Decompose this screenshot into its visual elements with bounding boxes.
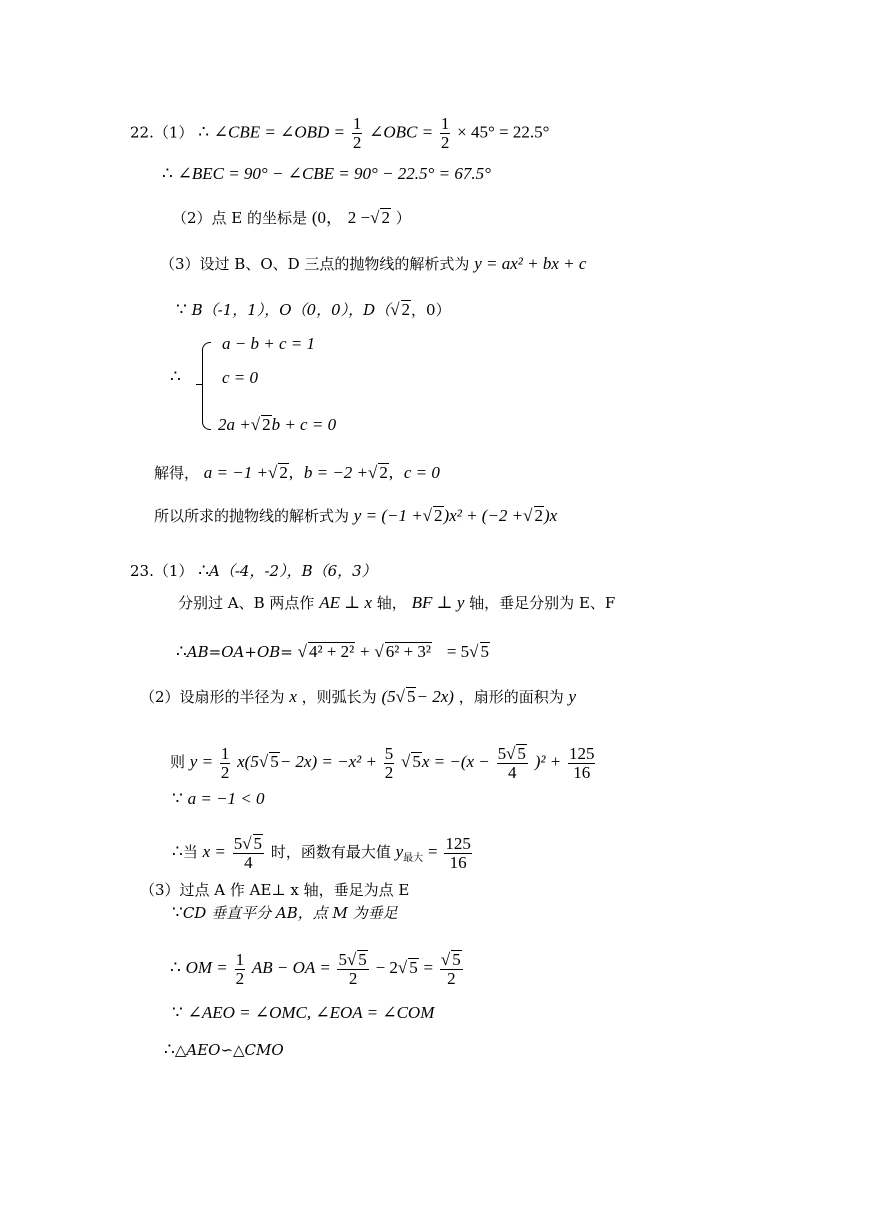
fraction-half: $\frac{1}{2}$ bbox=[352, 114, 362, 152]
q23-part3-line2: ∵CD 垂直平分 AB，点 M 为垂足 bbox=[172, 903, 398, 922]
q23-similar: ∴△AEO∽△CMO bbox=[164, 1040, 284, 1059]
because-symbol: ∵ bbox=[176, 300, 187, 319]
system-therefore: ∴ bbox=[170, 367, 181, 386]
therefore-symbol: ∴ bbox=[162, 164, 173, 183]
q23-y-expression: 则 y = $\frac{1}{2}$ x(5√ 5− 2x) = −x² + $\frac{5}{2}$ √ 5x = −(x − $\frac{5√ 5}{4}$ )² + $\frac{125}{16}$ bbox=[170, 743, 595, 782]
q23-part3-line1: （3）过点 A 作 AE⊥ x 轴，垂足为点 E bbox=[140, 881, 410, 899]
q22-part2-coord-two: 2 − bbox=[347, 208, 371, 227]
q22-p1-mid: ∠OBC = bbox=[369, 122, 434, 142]
system-eq3: 2a +√ 2b + c = 0 bbox=[218, 415, 337, 434]
left-brace bbox=[202, 342, 211, 430]
left-brace-tip bbox=[196, 384, 202, 385]
q23-om: ∴ OM = $\frac{1}{2}$ AB − OA = $\frac{5√ 5}{2}$ − 2√ 5 = $\frac{√ 5}{2}$ bbox=[170, 949, 461, 988]
result-label: 所以所求的抛物线的解析式为 bbox=[154, 507, 350, 525]
q22-p1-tail: × 45° = 22.5° bbox=[457, 122, 550, 142]
q22-part3-text: （3）设过 B、O、D 三点的抛物线的解析式为 bbox=[160, 255, 470, 273]
therefore-symbol: ∴ bbox=[198, 122, 210, 142]
q22-part1-line1 bbox=[130, 115, 549, 152]
q23-ab: ∴AB=OA+OB= √ 4² + 2² + √ 6² + 3² = 5√ 5 bbox=[176, 642, 489, 661]
q23-points: A（-4，-2），B（6，3） bbox=[209, 562, 377, 580]
q23-a-condition: ∵ a = −1 < 0 bbox=[172, 789, 265, 808]
sqrt-sign: √ bbox=[390, 300, 400, 319]
q22-part2 bbox=[172, 208, 411, 228]
system-eq1: a − b + c = 1 bbox=[222, 334, 315, 353]
q22-part1-label: （1） bbox=[153, 123, 194, 142]
q22-p1-line2: ∠BEC = 90° − ∠CBE = 90° − 22.5° = 67.5° bbox=[177, 164, 491, 183]
solve-label: 解得， bbox=[154, 464, 200, 482]
sqrt-sign: √ bbox=[370, 208, 380, 227]
q22-points-a: B（-1，1），O（0，0），D（ bbox=[191, 301, 391, 319]
q23-perp: 分别过 A、B 两点作 AE ⊥ x 轴， BF ⊥ y 轴，垂足分别为 E、F bbox=[178, 593, 616, 612]
q22-part1-line2 bbox=[162, 164, 491, 184]
q22-part3 bbox=[160, 254, 586, 274]
q22-part2-coord-close: ） bbox=[395, 209, 411, 227]
q22-points-b: ，0） bbox=[411, 301, 451, 319]
sqrt-radicand: 2 bbox=[401, 300, 411, 319]
fraction-half: $\frac{1}{2}$ bbox=[440, 114, 450, 152]
q22-part2-text: （2）点 E 的坐标是 bbox=[172, 209, 308, 227]
q22-part3-eq: y = ax² + bx + c bbox=[474, 254, 587, 273]
q23-part2: （2）设扇形的半径为 x ，则弧长为 (5√ 5− 2x) ，扇形的面积为 y bbox=[140, 687, 577, 706]
sqrt-radicand: 2 bbox=[262, 415, 271, 434]
q22-part2-coord-open: (0， bbox=[311, 208, 343, 227]
sqrt-sign: √ bbox=[250, 415, 261, 434]
q22-number: 22. bbox=[130, 123, 154, 142]
q22-solve: 解得， a = −1 +√ 2, b = −2 +√ 2, c = 0 bbox=[154, 463, 440, 482]
q23-part1: 23.（1） ∴A（-4，-2），B（6，3） bbox=[130, 561, 377, 580]
q22-points bbox=[176, 300, 451, 320]
q23-number: 23. bbox=[130, 562, 154, 580]
sqrt-radicand: 2 bbox=[381, 208, 390, 227]
q23-angles: ∵ ∠AEO = ∠OMC, ∠EOA = ∠COM bbox=[172, 1003, 435, 1022]
system-eq2: c = 0 bbox=[222, 368, 259, 387]
q22-p1-lhs: ∠CBE = ∠OBD = bbox=[213, 122, 346, 142]
q23-max: ∴当 x = $\frac{5√ 5}{4}$ 时，函数有最大值 $y_{最大}$ = $\frac{125}{16}$ bbox=[172, 833, 471, 872]
q22-result: 所以所求的抛物线的解析式为 y = (−1 +√ 2)x² + (−2 +√ 2)x bbox=[154, 506, 558, 525]
